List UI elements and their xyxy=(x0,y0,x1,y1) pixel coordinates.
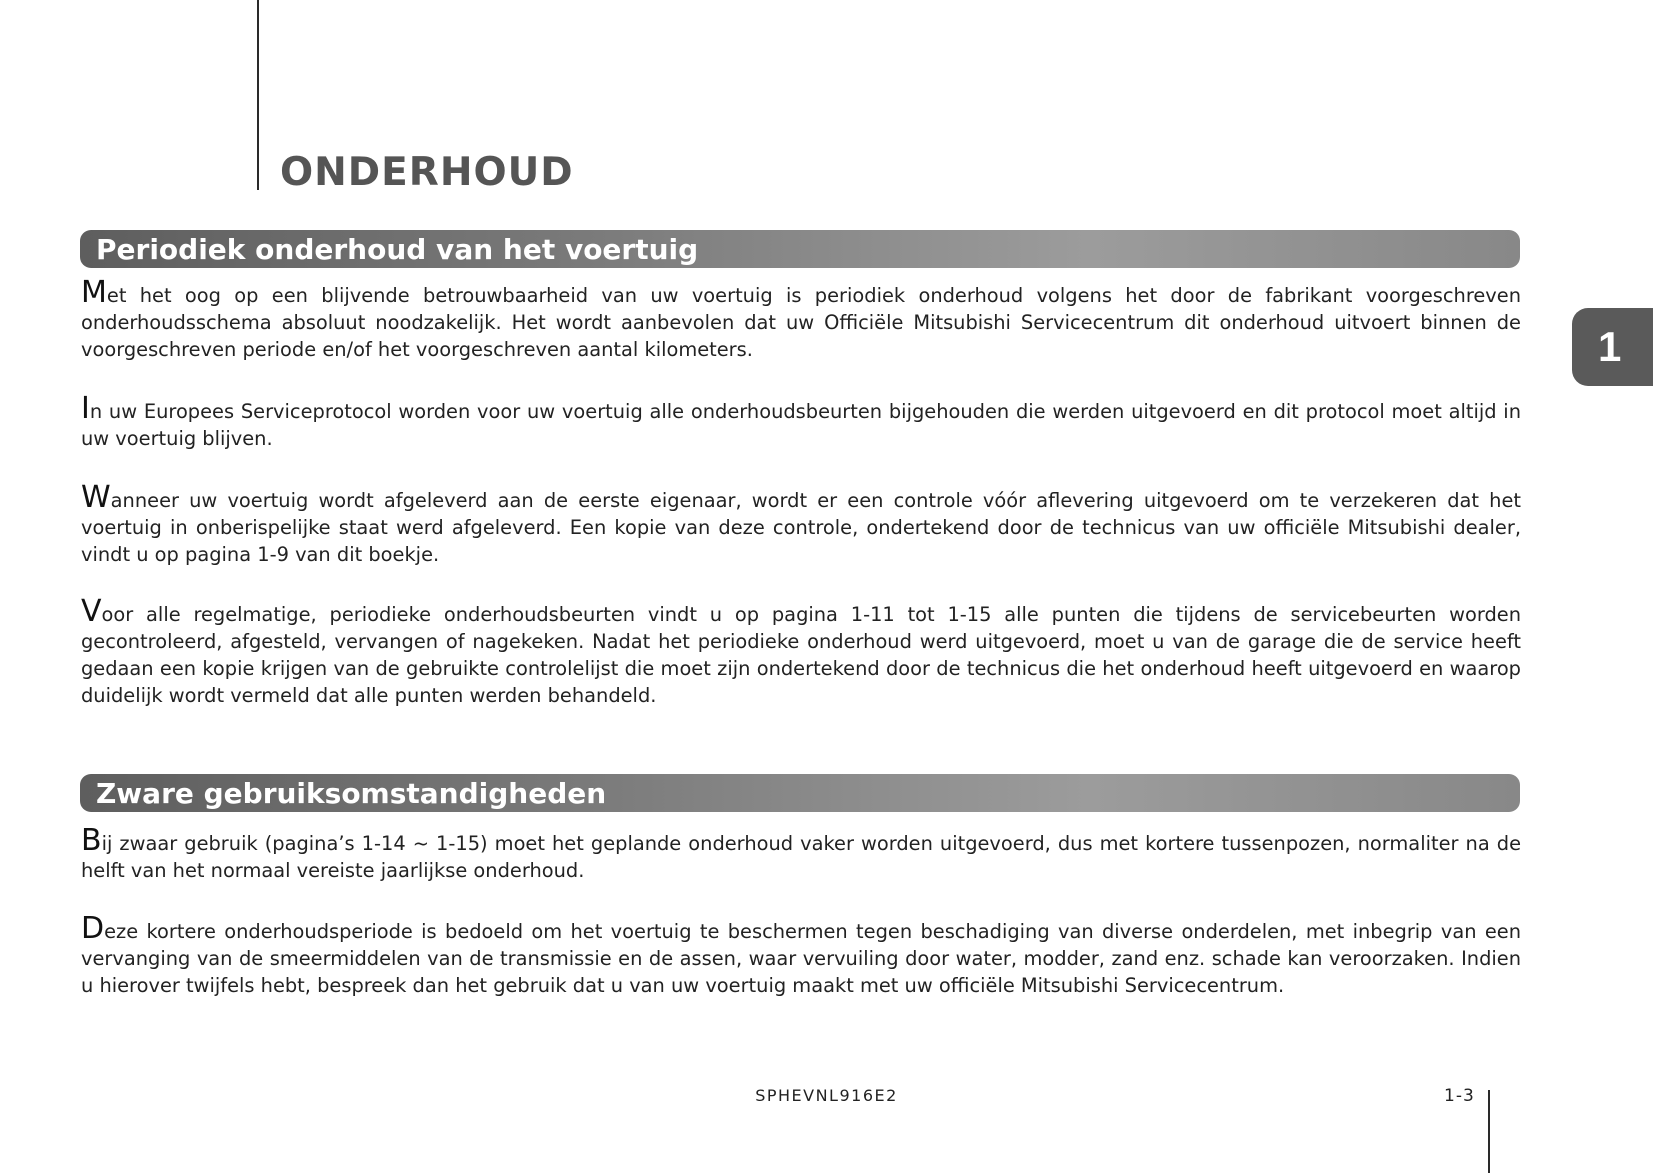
paragraph-text: oor alle regelmatige, periodieke onderhoudsbeurten vindt u op pagina 1-11 tot 1-15 alle punten die tijdens de servicebeurten worden gecontroleerd, afgesteld, vervangen of nagekeken. Nadat het periodieke onderhoud werd uitgevoerd, moet u van de garage die de service heeft gedaan een kopie krijgen van de gebruikte controlelijst die moet zijn ondertekend door de technicus die het onderhoud heeft uitgevoerd en waarop duidelijk wordt vermeld dat alle punten werden behandeld. xyxy=(81,603,1521,707)
paragraph-text: eze kortere onderhoudsperiode is bedoeld om het voertuig te beschermen tegen beschadiging van diverse onderdelen, met inbegrip van een vervanging van de smeermiddelen van de transmissie en de assen, waar vervuiling door water, modder, zand enz. schade kan veroorzaken. Indien u hierover twijfels hebt, bespreek dan het gebruik dat u van uw voertuig maakt met uw officiële Mitsubishi Servicecentrum. xyxy=(81,920,1521,997)
paragraph xyxy=(81,391,1521,452)
section-heading-heavy-use: Zware gebruiksomstandigheden xyxy=(80,774,1520,812)
paragraph-text: anneer uw voertuig wordt afgeleverd aan de eerste eigenaar, wordt er een controle vóór aflevering uitgevoerd om te verzekeren dat het voertuig in onberispelijke staat werd afgeleverd. Een kopie van deze controle, ondertekend door de technicus van uw officiële Mitsubishi dealer, vindt u op pagina 1-9 van dit boekje. xyxy=(81,489,1521,566)
page-title: ONDERHOUD xyxy=(280,150,574,195)
paragraph-text: ij zwaar gebruik (pagina’s 1-14 ~ 1-15) moet het geplande onderhoud vaker worden uitgevoerd, dus met kortere tussenpozen, normaliter na de helft van het normaal vereiste jaarlijkse onderhoud. xyxy=(81,832,1521,882)
paragraph-initial: B xyxy=(81,823,102,858)
top-margin-rule xyxy=(257,0,259,190)
paragraph-text: et het oog op een blijvende betrouwbaarheid van uw voertuig is periodiek onderhoud volgens het door de fabrikant voorgeschreven onderhoudsschema absoluut noodzakelijk. Het wordt aanbevolen dat uw Officiële Mitsubishi Servicecentrum dit onderhoud uitvoert binnen de voorgeschreven periode en/of het voorgeschreven aantal kilometers. xyxy=(81,284,1521,361)
paragraph xyxy=(81,823,1521,884)
section-heading-periodic-maintenance: Periodiek onderhoud van het voertuig xyxy=(80,230,1520,268)
paragraph-initial: D xyxy=(81,911,105,946)
paragraph xyxy=(81,480,1521,568)
paragraph xyxy=(81,594,1521,709)
paragraph xyxy=(81,911,1521,999)
page-number: 1-3 xyxy=(1444,1086,1475,1106)
paragraph-initial: I xyxy=(81,391,90,426)
paragraph-initial: V xyxy=(81,594,102,629)
paragraph xyxy=(81,275,1521,363)
paragraph-text: n uw Europees Serviceprotocol worden voor uw voertuig alle onderhoudsbeurten bijgehouden die werden uitgevoerd en dit protocol moet altijd in uw voertuig blijven. xyxy=(81,400,1521,450)
paragraph-initial: M xyxy=(81,275,107,310)
chapter-tab: 1 xyxy=(1572,308,1653,386)
paragraph-initial: W xyxy=(81,480,111,515)
bottom-margin-rule xyxy=(1488,1090,1490,1173)
document-code: SPHEVNL916E2 xyxy=(755,1086,898,1105)
